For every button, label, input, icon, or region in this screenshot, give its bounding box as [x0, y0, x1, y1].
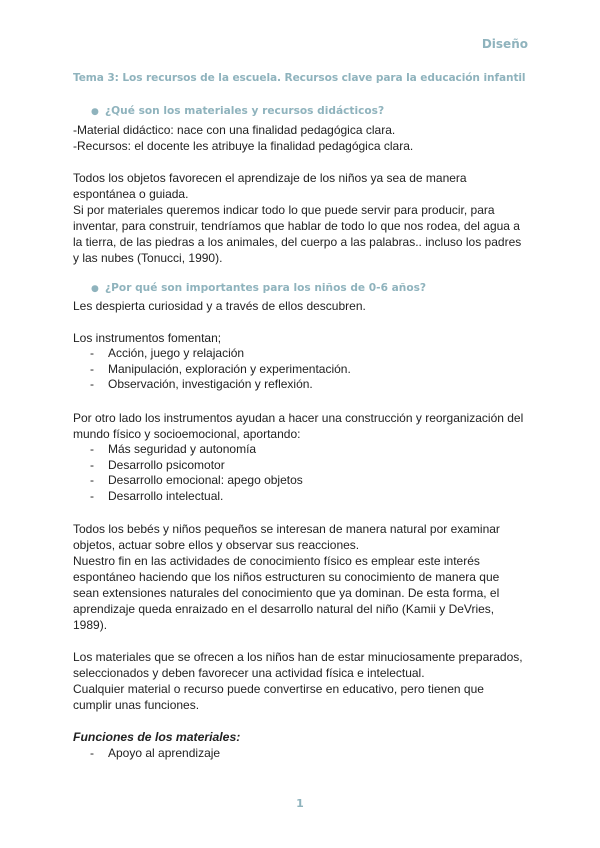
- text-line: Cualquier material o recurso puede convertirse en educativo, pero tienen que: [73, 682, 484, 696]
- list-item: - Acción, juego y relajación: [90, 346, 245, 360]
- text-line: mundo físico y socioemocional, aportando:: [73, 427, 301, 441]
- paragraph-2: [73, 298, 533, 314]
- functions-title: Funciones de los materiales:: [73, 730, 241, 744]
- paragraph-5: [73, 521, 533, 633]
- definitions: [73, 122, 533, 154]
- section-header: Diseño: [481, 37, 528, 51]
- text-line: Nuestro fin en las actividades de conocimiento físico es emplear este interés: [73, 554, 480, 568]
- paragraph-4: [73, 410, 533, 442]
- question-text-2: ¿Por qué son importantes para los niños de 0-6 años?: [105, 282, 427, 294]
- bullet-icon: ●: [91, 107, 99, 117]
- text-line: Todos los objetos favorecen el aprendizaje de los niños ya sea de manera: [73, 171, 467, 185]
- text-line: objetos, actuar sobre ellos y observar sus reacciones.: [73, 538, 360, 552]
- list-item: - Manipulación, exploración y experimentación.: [90, 361, 351, 376]
- paragraph-6: [73, 649, 533, 713]
- text-line: Les despierta curiosidad y a través de ellos descubren.: [73, 299, 366, 313]
- list-item: - Apoyo al aprendizaje: [90, 746, 221, 760]
- paragraph-3: [73, 330, 533, 346]
- text-line: cumplir unas funciones.: [73, 698, 200, 712]
- list-aportando: [90, 442, 303, 504]
- text-line: la tierra, de las piedras a los animales, del cuerpo a las palabras.. incluso los padres: [73, 235, 522, 249]
- list-fomentan: [90, 346, 351, 393]
- text-line: aprendizaje queda enraizado en el desarrollo natural del niño (Kamii y DeVries,: [73, 602, 495, 616]
- text-line: 1989).: [73, 618, 108, 632]
- definition-line: -Material didáctico: nace con una finalidad pedagógica clara.: [73, 123, 396, 137]
- list-item: - Observación, investigación y reflexión.: [90, 377, 313, 391]
- text-line: Los materiales que se ofrecen a los niños han de estar minuciosamente preparados,: [73, 650, 523, 664]
- bullet-icon: ●: [91, 284, 99, 294]
- list-functions: [90, 746, 220, 762]
- question-heading-2: [91, 282, 426, 294]
- list-item: - Desarrollo psicomotor: [90, 457, 225, 472]
- text-line: inventar, para construir, tendríamos que hablar de todo lo que nos rodea, del agua a: [73, 219, 520, 233]
- page-number: 1: [296, 797, 304, 810]
- text-line: espontáneo haciendo que los niños estructuren su conocimiento de manera que: [73, 570, 500, 584]
- list-item: - Más seguridad y autonomía: [90, 442, 257, 456]
- list-item: - Desarrollo intelectual.: [90, 488, 224, 503]
- text-line: Por otro lado los instrumentos ayudan a hacer una construcción y reorganización del: [73, 411, 524, 425]
- list-item: - Desarrollo emocional: apego objetos: [90, 473, 303, 487]
- topic-title: Tema 3: Los recursos de la escuela. Recursos clave para la educación infantil: [73, 72, 526, 84]
- question-heading-1: [91, 105, 384, 117]
- text-line: seleccionados y deben favorecer una actividad física e intelectual.: [73, 666, 425, 680]
- text-line: sean extensiones naturales del conocimiento que ya dominan. De esta forma, el: [73, 586, 500, 600]
- text-line: Todos los bebés y niños pequeños se interesan de manera natural por examinar: [73, 522, 500, 536]
- text-line: Si por materiales queremos indicar todo lo que puede servir para producir, para: [73, 203, 495, 217]
- question-text-1: ¿Qué son los materiales y recursos didácticos?: [105, 105, 385, 117]
- definition-line: -Recursos: el docente les atribuye la finalidad pedagógica clara.: [73, 139, 414, 153]
- text-line: Los instrumentos fomentan;: [73, 331, 222, 345]
- text-line: espontánea o guiada.: [73, 187, 189, 201]
- paragraph-1: [73, 170, 533, 266]
- text-line: y las nubes (Tonucci, 1990).: [73, 251, 223, 265]
